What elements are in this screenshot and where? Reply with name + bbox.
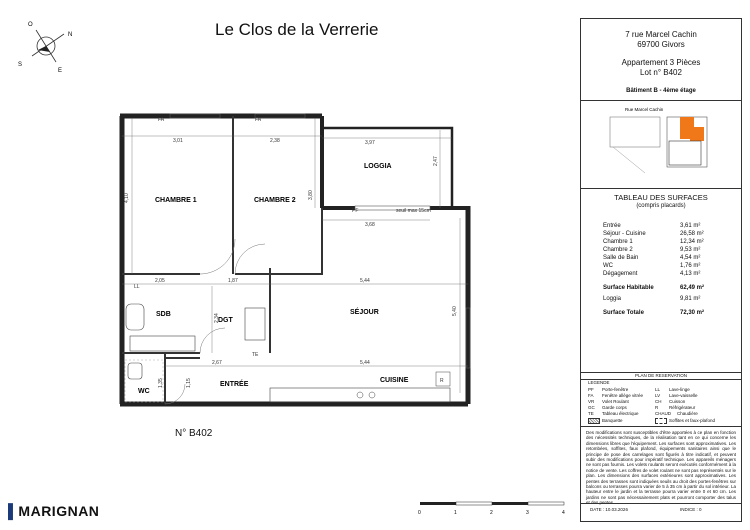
- dim: 2,05: [155, 278, 165, 284]
- legend-item: GC Garde corps: [588, 405, 627, 410]
- plan-resa: PLAN DE RESERVATION: [634, 373, 687, 378]
- label-fa: FA: [255, 117, 262, 123]
- surface-row: Chambre 2 9,53 m²: [603, 247, 701, 253]
- scale-bar: [418, 500, 578, 518]
- room-chambre-2: CHAMBRE 2: [254, 197, 296, 204]
- room-dgt: DGT: [218, 317, 233, 324]
- apt-type: Appartement 3 Pièces: [621, 58, 701, 67]
- legend-item: VR Volet Roulant: [588, 399, 629, 404]
- lot-number: Lot n° B402: [640, 68, 682, 77]
- legend-item: Banquette: [588, 418, 600, 425]
- bathtub-icon: [130, 336, 195, 351]
- scale-tick: 3: [526, 510, 529, 516]
- surfaces-table-title: TABLEAU DES SURFACES: [614, 193, 708, 202]
- compass-label-n: N: [68, 32, 73, 38]
- legend-title: LEGENDE: [588, 380, 610, 385]
- room-sdb: SDB: [156, 311, 171, 318]
- legend-item: PF Porte-fenêtre: [588, 387, 629, 392]
- shower-icon: [245, 308, 265, 340]
- dim: 5,44: [360, 360, 370, 366]
- legend-item: LV Lave-vaisselle: [655, 393, 698, 398]
- toilet-icon: [128, 363, 142, 379]
- legend-item: CHAUD Chaudière: [655, 411, 698, 416]
- address-line2: 69700 Givors: [637, 40, 685, 49]
- compass-label-s: S: [18, 62, 23, 68]
- surfaces-table-subtitle: (compris placards): [636, 203, 686, 209]
- surface-row: WC 1,76 m²: [603, 263, 701, 269]
- dim: 1,15: [186, 378, 192, 388]
- surface-loggia: Loggia 9,81 m²: [603, 296, 701, 302]
- dim: 3,01: [173, 138, 183, 144]
- scale-tick: 4: [562, 510, 565, 516]
- legend-item: FA Fenêtre allège vitrée: [588, 393, 644, 398]
- lot-caption: N° B402: [175, 428, 213, 439]
- room-entree: ENTRÉE: [220, 381, 249, 388]
- dim: 2,67: [212, 360, 222, 366]
- dim: 1,87: [228, 278, 238, 284]
- dim: 2,47: [433, 156, 439, 166]
- label-fa: FA: [158, 117, 165, 123]
- label-pf: PF: [352, 208, 359, 214]
- sink-icon: [126, 304, 144, 330]
- site-mini-map: [605, 103, 720, 183]
- legend-item: LL Lave-linge: [655, 387, 690, 392]
- surface-row: Entrée 3,61 m²: [603, 223, 701, 229]
- surface-row: Chambre 1 12,34 m²: [603, 239, 704, 245]
- room-cuisine: CUISINE: [380, 377, 409, 384]
- legend-item: Soffites et faux-plafond: [655, 418, 667, 425]
- label-ll: LL: [134, 284, 140, 290]
- legend-item: CH Cuisson: [655, 399, 686, 404]
- label-seuil: seuil max 15cm: [396, 208, 431, 214]
- dim: 2,38: [270, 138, 280, 144]
- plan-indice: INDICE : 0: [680, 507, 702, 512]
- room-loggia: LOGGIA: [364, 163, 392, 170]
- surface-row: Dégagement 4,13 m²: [603, 271, 701, 277]
- surface-row: Salle de Bain 4,54 m²: [603, 255, 701, 261]
- dim: 3,80: [308, 190, 314, 200]
- plan-date: DATE : 10.03.2026: [590, 507, 628, 512]
- kitchen-counter: [270, 388, 450, 402]
- dim: 2,34: [214, 313, 220, 323]
- dim: 3,68: [365, 222, 375, 228]
- scale-tick: 1: [454, 510, 457, 516]
- dim: 5,40: [452, 306, 458, 316]
- legal-notice: Des modifications sont susceptibles d'être apportées à ce plan en fonction des nécessités techniques, de la réalisation tant en ce qui concerne les dimensions libres que l'équipement. Les surfaces sont approximatives. Les retombées, soffites, faux plafond, équipements sanitaires ainsi que le principe de pose des carrelages sont figurés à titre indicatif, et peuvent subir des modifications pour impératif technique. Les appareils ménagers ne sont pas fournis. Les volets roulants seront exécutés conformément à la notice de vente. Les coffres de volet roulant ne sont pas représentés sur le plan. Les dimensions des surfaces extérieures sont approximatives. Les pentes des terrasses sont indiquées seuils au droit des portes-fenêtres sur balcons ou terrasses pourra varier de 5 à 35 cm à partir du sol intérieur. La hauteur entre le jardin et la terrasse pourra varier entre 0 et 60 cm. Les jardins ne sont pas nécessairement plats et pourront comporter des talus et des pentes.: [586, 430, 736, 506]
- surface-habitable: Surface Habitable 62,49 m²: [603, 285, 705, 291]
- surface-total: Surface Totale 72,30 m²: [603, 310, 705, 316]
- dim: 1,35: [158, 378, 164, 388]
- dim: 3,97: [365, 140, 375, 146]
- compass-label-e: E: [58, 68, 63, 74]
- compass-icon: [8, 12, 78, 74]
- room-sejour: SÉJOUR: [350, 309, 379, 316]
- room-wc: WC: [138, 388, 150, 395]
- address-line1: 7 rue Marcel Cachin: [625, 30, 697, 39]
- legend-item: TE Tableau électrique: [588, 411, 639, 416]
- compass-n: O: [28, 22, 33, 28]
- label-r: R: [440, 378, 444, 384]
- dim: 5,44: [360, 278, 370, 284]
- surface-row: Séjour - Cuisine 26,58 m²: [603, 231, 704, 237]
- dim: 4,10: [124, 193, 130, 203]
- room-chambre-1: CHAMBRE 1: [155, 197, 197, 204]
- legend-item: R Réfrigérateur: [655, 405, 696, 410]
- floor-plan: [110, 108, 490, 438]
- scale-tick: 2: [490, 510, 493, 516]
- project-title: Le Clos de la Verrerie: [215, 20, 379, 39]
- label-te: TE: [252, 352, 259, 358]
- building-floor: Bâtiment B - 4ème étage: [626, 88, 696, 94]
- scale-tick: 0: [418, 510, 421, 516]
- mini-map-street: Rue Marcel Cachin: [625, 107, 664, 112]
- marignan-logo: ▌MARIGNAN: [8, 503, 100, 519]
